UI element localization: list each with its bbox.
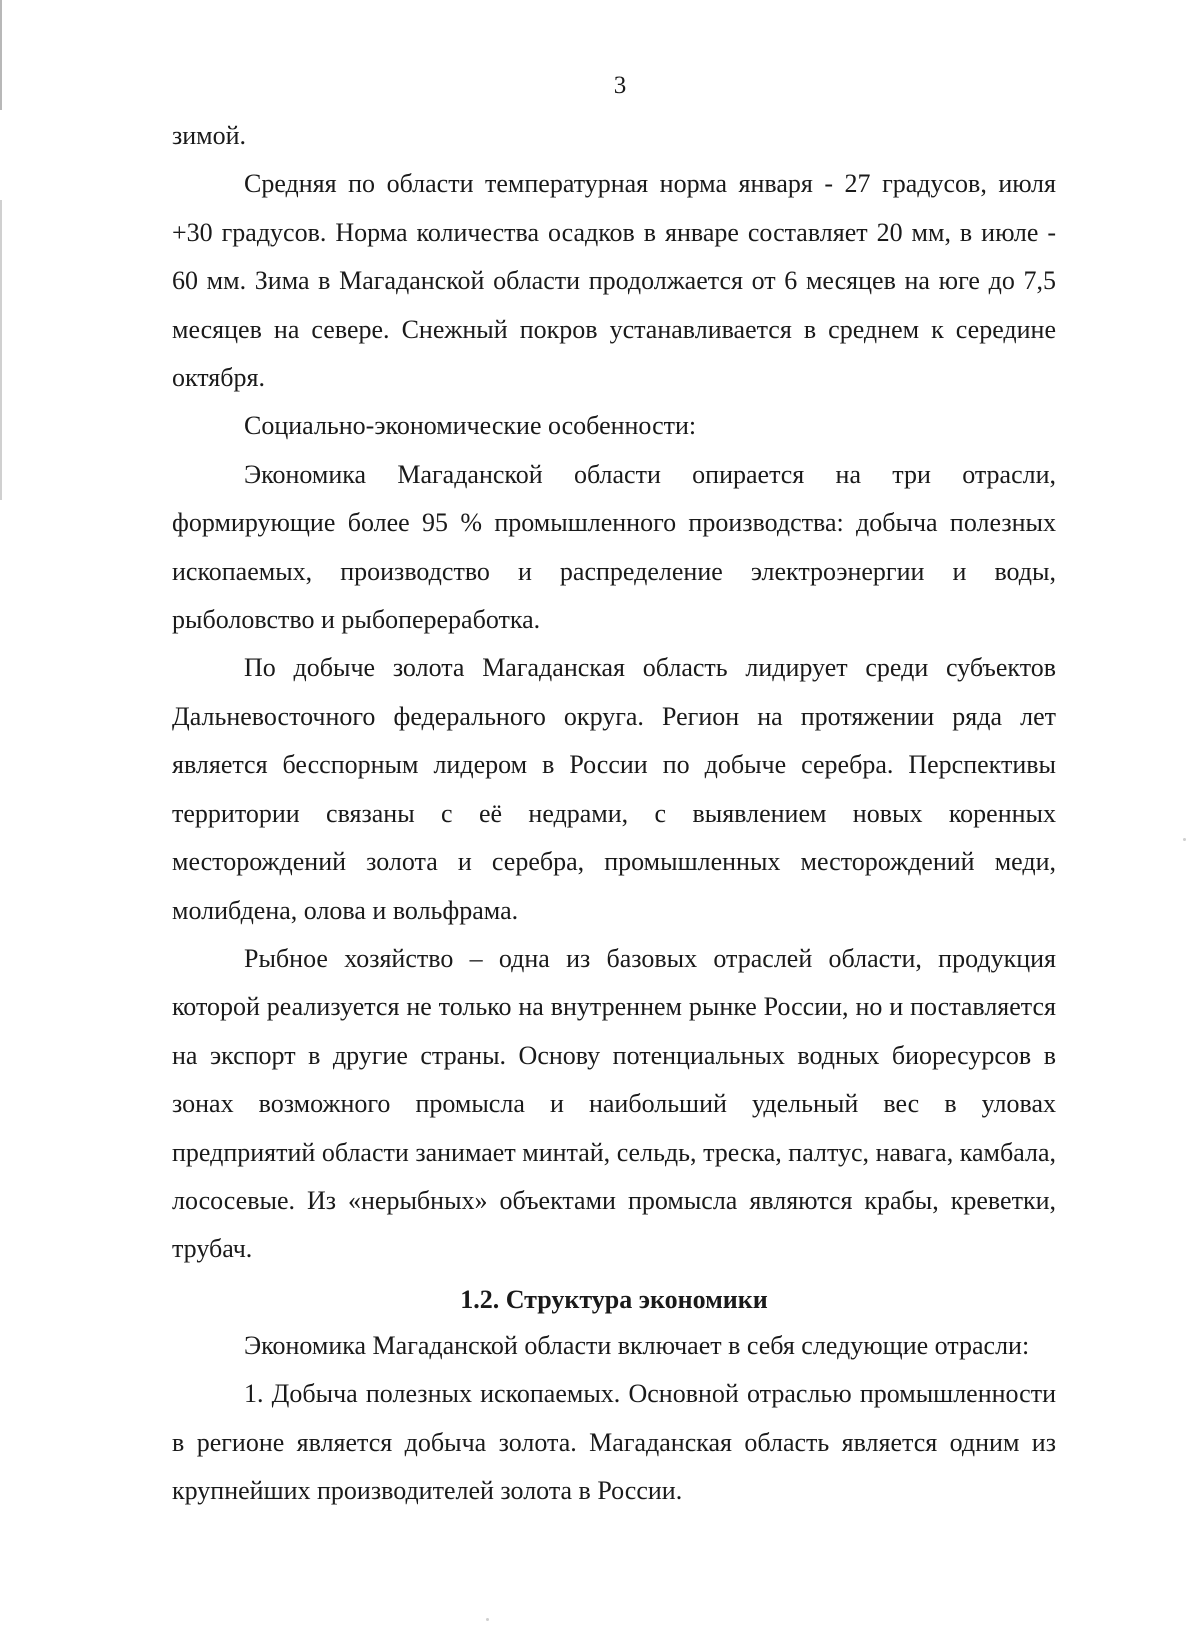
- document-body: [172, 112, 1056, 1515]
- page-number: 3: [613, 72, 627, 99]
- paragraph-fishery: Рыбное хозяйство – одна из базовых отраслей области, продукция которой реализуется не только на внутреннем рынке России, но и поставляется на экспорт в другие страны. Основу потенциальных водных биоресурсов в зонах возможного промысла и наибольший удельный вес в уловах предприятий области занимает минтай, сельдь, треска, палтус, навага, камбала, лососевые. Из «нерыбных» объектами промысла являются крабы, креветки, трубач.: [172, 943, 1056, 1264]
- section-heading: 1.2. Структура экономики: [460, 1284, 768, 1314]
- paragraph-climate: Средняя по области температурная норма января - 27 градусов, июля +30 градусов. Норма количества осадков в январе составляет 20 мм, в июле - 60 мм. Зима в Магаданской области продолжается от 6 месяцев на юге до 7,5 месяцев на севере. Снежный покров устанавливается в среднем к середине октября.: [172, 169, 1056, 393]
- paragraph-continuation: зимой.: [172, 121, 247, 150]
- paragraph-gold-silver: По добыче золота Магаданская область лидирует среди субъектов Дальневосточного федерального округа. Регион на протяжении ряда лет является бесспорным лидером в России по добыче серебра. Перспективы территории связаны с её недрами, с выявлением новых коренных месторождений золота и серебра, промышленных месторождений меди, молибдена, олова и вольфрама.: [172, 653, 1056, 925]
- scan-speck: [1183, 838, 1186, 841]
- list-item-mining: 1. Добыча полезных ископаемых. Основной отраслью промышленности в регионе является добыча золота. Магаданская область является одним из крупнейших производителей золота в России.: [172, 1379, 1056, 1505]
- paragraph-economy-branches: Экономика Магаданской области опирается на три отрасли, формирующие более 95 % промышленного производства: добыча полезных ископаемых, производство и распределение электроэнергии и воды, рыболовство и рыбопереработка.: [172, 459, 1056, 635]
- scan-speck: [486, 1618, 489, 1621]
- paragraph-structure-intro: Экономика Магаданской области включает в себя следующие отрасли:: [244, 1330, 1030, 1360]
- scan-edge-mark: [0, 200, 2, 500]
- paragraph-socioeconomic-label: Социально-экономические особенности:: [244, 411, 697, 441]
